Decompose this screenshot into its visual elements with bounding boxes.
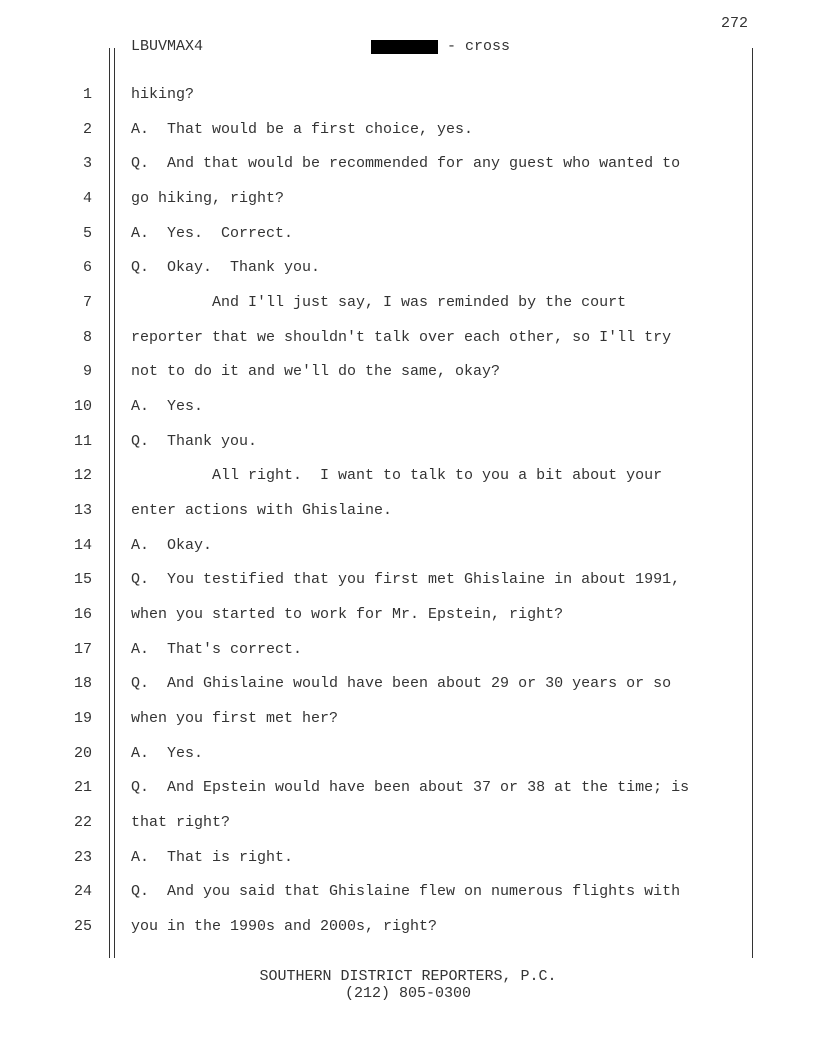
transcript-line (0, 880, 816, 904)
transcript-line (0, 360, 816, 384)
line-text: Q. Thank you. (131, 432, 258, 450)
transcript-line (0, 291, 816, 315)
transcript-line (0, 83, 816, 107)
transcript-line (0, 742, 816, 766)
transcript-line (0, 464, 816, 488)
line-text: A. That is right. (131, 848, 294, 866)
line-text: you in the 1990s and 2000s, right? (131, 918, 438, 936)
line-number: 12 (73, 467, 92, 485)
line-text: Q. And that would be recommended for any guest who wanted to (131, 155, 681, 173)
line-number: 17 (73, 640, 92, 658)
line-number: 19 (73, 710, 92, 728)
transcript-line (0, 118, 816, 142)
transcript-line (0, 568, 816, 592)
transcript-line (0, 395, 816, 419)
line-number: 1 (82, 86, 92, 103)
line-text: Q. You testified that you first met Ghislaine in about 1991, (131, 571, 681, 589)
line-text: reporter that we shouldn't talk over each other, so I'll try (131, 328, 672, 346)
page-number: 272 (720, 15, 748, 32)
line-number: 7 (82, 294, 92, 312)
line-number: 15 (73, 571, 92, 589)
transcript-line (0, 638, 816, 662)
line-text: that right? (131, 814, 231, 832)
line-text: Q. Okay. Thank you. (131, 259, 321, 277)
line-number: 16 (73, 606, 92, 624)
line-text: A. That would be a first choice, yes. (131, 120, 474, 138)
transcript-line (0, 534, 816, 558)
line-text: A. Yes. (131, 398, 204, 416)
line-number: 14 (73, 536, 92, 554)
line-number: 21 (73, 779, 92, 797)
line-number: 5 (82, 224, 92, 242)
line-number: 3 (82, 155, 92, 173)
line-text: when you first met her? (131, 710, 339, 728)
header-section (371, 38, 510, 55)
line-text: A. Yes. Correct. (131, 224, 294, 242)
transcript-line (0, 811, 816, 835)
transcript-line (0, 256, 816, 280)
footer (0, 968, 816, 1002)
line-text: And I'll just say, I was reminded by the court (131, 294, 627, 312)
transcript-line (0, 187, 816, 211)
transcript-line (0, 707, 816, 731)
transcript-line (0, 672, 816, 696)
transcript-line (0, 152, 816, 176)
line-number: 23 (73, 848, 92, 866)
line-text: not to do it and we'll do the same, okay? (131, 363, 501, 381)
transcript-line (0, 776, 816, 800)
line-number: 8 (82, 328, 92, 346)
line-text: Q. And you said that Ghislaine flew on numerous flights with (131, 883, 681, 901)
line-text: A. Yes. (131, 744, 204, 762)
transcript-line (0, 430, 816, 454)
line-text: Q. And Epstein would have been about 37 or 38 at the time; is (131, 779, 690, 797)
line-number: 13 (73, 502, 92, 520)
line-number: 4 (82, 190, 92, 207)
line-text: when you started to work for Mr. Epstein, right? (131, 606, 564, 624)
line-number: 11 (73, 432, 92, 450)
line-number: 20 (73, 744, 92, 762)
transcript-line (0, 326, 816, 350)
line-number: 9 (82, 363, 92, 381)
line-number: 10 (73, 398, 92, 416)
line-number: 25 (73, 918, 92, 936)
line-number: 22 (73, 814, 92, 832)
transcript-line (0, 222, 816, 246)
line-text: All right. I want to talk to you a bit about your (131, 467, 663, 485)
transcript-line (0, 603, 816, 627)
line-text: Q. And Ghislaine would have been about 29 or 30 years or so (131, 675, 672, 693)
line-text: A. Okay. (131, 536, 213, 554)
line-text: enter actions with Ghislaine. (131, 502, 393, 520)
transcript-line (0, 915, 816, 939)
line-text: go hiking, right? (131, 190, 285, 207)
line-text: A. That's correct. (131, 640, 303, 658)
section-label: - cross (447, 38, 511, 55)
redaction-block (371, 40, 438, 54)
case-id: LBUVMAX4 (131, 38, 204, 55)
transcript-line (0, 499, 816, 523)
line-text: hiking? (131, 86, 195, 103)
line-number: 2 (82, 120, 92, 138)
line-number: 6 (82, 259, 92, 277)
line-number: 18 (73, 675, 92, 693)
transcript-line (0, 846, 816, 870)
reporter-phone: (212) 805-0300 (344, 985, 472, 1002)
line-number: 24 (73, 883, 92, 901)
reporter-name: SOUTHERN DISTRICT REPORTERS, P.C. (259, 968, 557, 985)
